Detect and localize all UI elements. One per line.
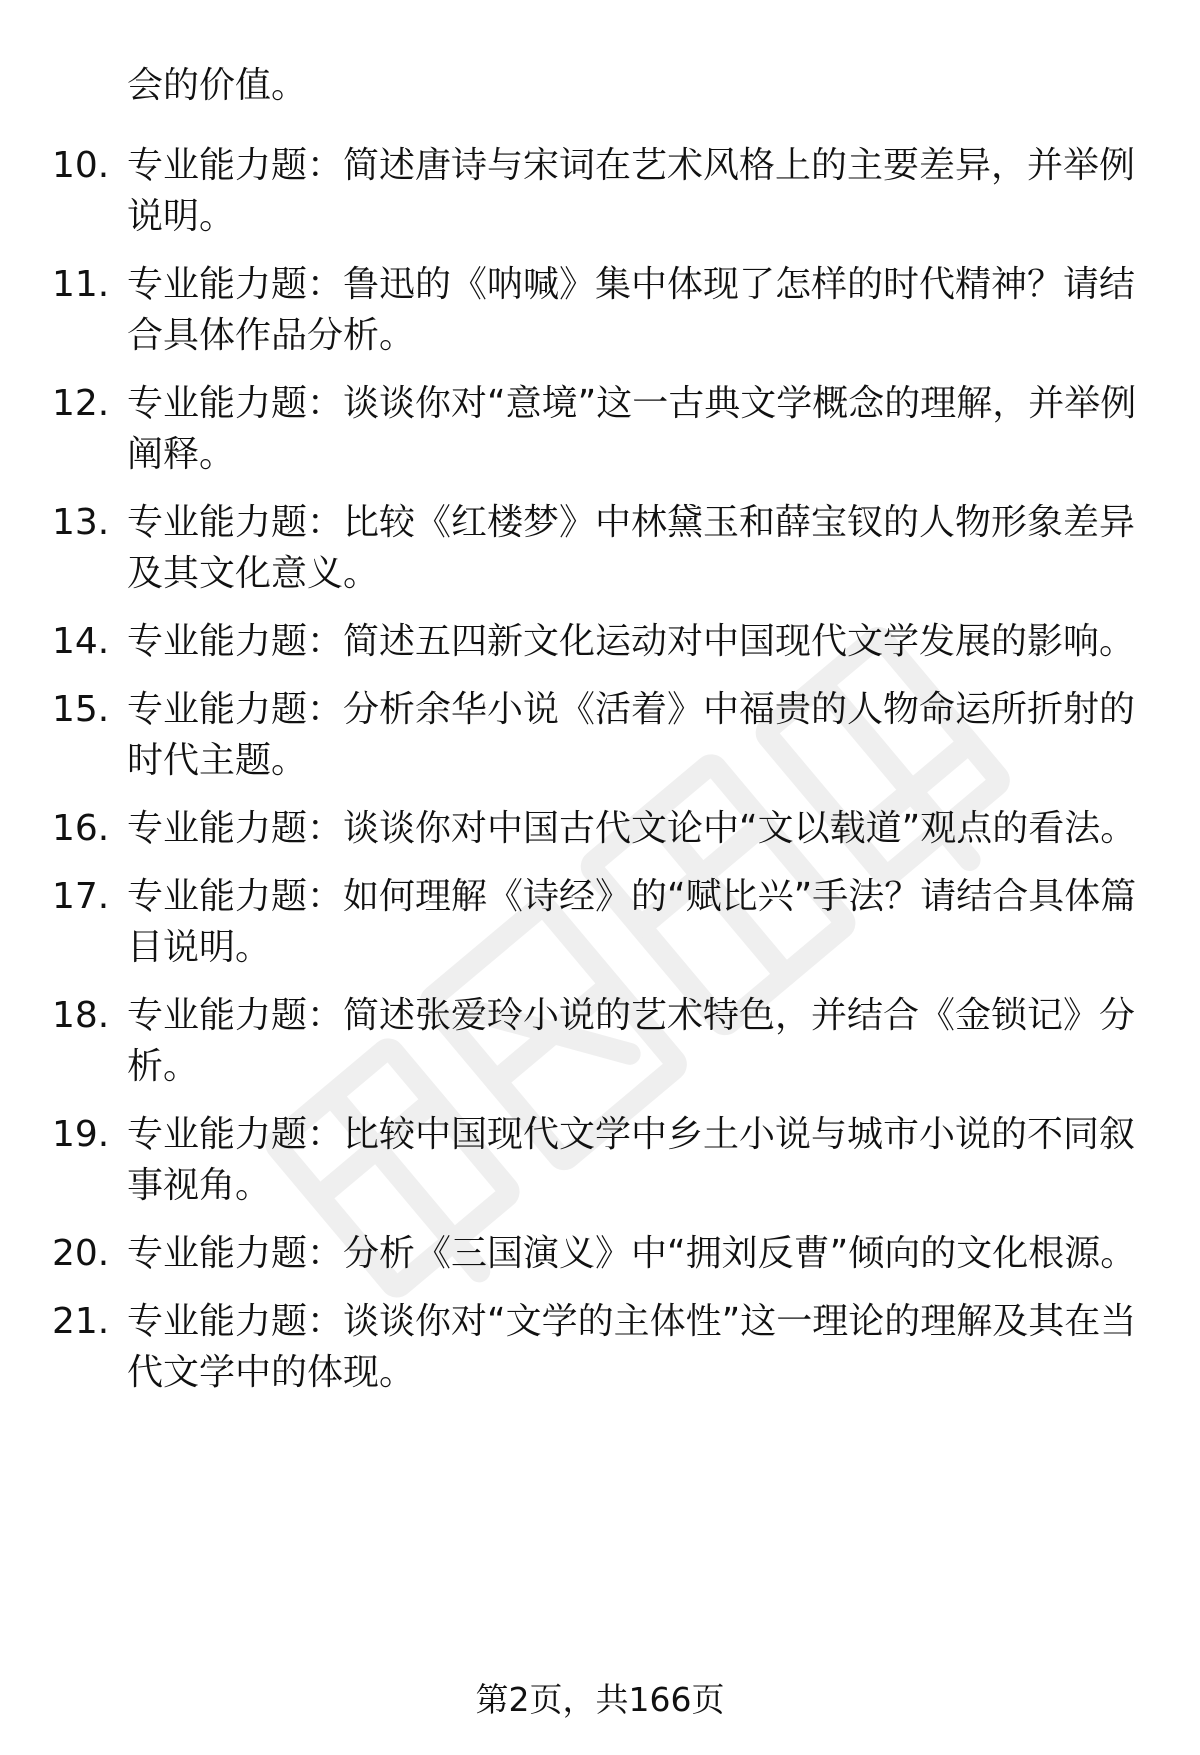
question-number: 17.: [52, 876, 110, 917]
question-item: [0, 803, 1200, 854]
question-text: 专业能力题：简述唐诗与宋词在艺术风格上的主要差异，并举例说明。: [127, 145, 1136, 237]
continued-text: 会的价值。: [127, 65, 308, 106]
question-item: [0, 871, 1200, 973]
question-number: 16.: [52, 808, 110, 849]
question-item: [0, 1296, 1200, 1398]
question-item: [0, 497, 1200, 599]
question-item: [0, 990, 1200, 1092]
question-text: 专业能力题：鲁迅的《呐喊》集中体现了怎样的时代精神？请结合具体作品分析。: [127, 264, 1136, 356]
question-text: 专业能力题：谈谈你对“文学的主体性”这一理论的理解及其在当代文学中的体现。: [127, 1301, 1137, 1393]
question-text: 专业能力题：谈谈你对“意境”这一古典文学概念的理解，并举例阐释。: [127, 383, 1137, 475]
question-text: 专业能力题：如何理解《诗经》的“赋比兴”手法？请结合具体篇目说明。: [127, 876, 1137, 968]
page-number-footer: 第2页，共166页: [475, 1680, 725, 1719]
question-number: 12.: [52, 383, 110, 424]
question-text: 专业能力题：比较中国现代文学中乡土小说与城市小说的不同叙事视角。: [127, 1114, 1136, 1206]
question-text: 专业能力题：分析余华小说《活着》中福贵的人物命运所折射的时代主题。: [127, 689, 1136, 781]
question-number: 13.: [52, 502, 110, 543]
question-text: 专业能力题：简述张爱玲小说的艺术特色，并结合《金锁记》分析。: [127, 995, 1136, 1087]
question-item: [0, 259, 1200, 361]
question-number: 14.: [52, 621, 110, 662]
question-number: 20.: [52, 1233, 110, 1274]
question-text: 专业能力题：谈谈你对中国古代文论中“文以载道”观点的看法。: [127, 808, 1137, 849]
question-number: 21.: [52, 1301, 110, 1342]
question-number: 18.: [52, 995, 110, 1036]
question-item: [0, 1228, 1200, 1279]
question-text: 专业能力题：分析《三国演义》中“拥刘反曹”倾向的文化根源。: [127, 1233, 1137, 1274]
question-item: [0, 684, 1200, 786]
question-number: 10.: [52, 145, 110, 186]
question-number: 19.: [52, 1114, 110, 1155]
question-item: [0, 1109, 1200, 1211]
question-item: [0, 140, 1200, 242]
question-number: 11.: [52, 264, 110, 305]
question-item: [0, 616, 1200, 667]
question-number: 15.: [52, 689, 110, 730]
question-text: 专业能力题：简述五四新文化运动对中国现代文学发展的影响。: [127, 621, 1136, 662]
question-list: [0, 140, 1200, 1415]
question-text: 专业能力题：比较《红楼梦》中林黛玉和薛宝钗的人物形象差异及其文化意义。: [127, 502, 1136, 594]
question-item: [0, 378, 1200, 480]
